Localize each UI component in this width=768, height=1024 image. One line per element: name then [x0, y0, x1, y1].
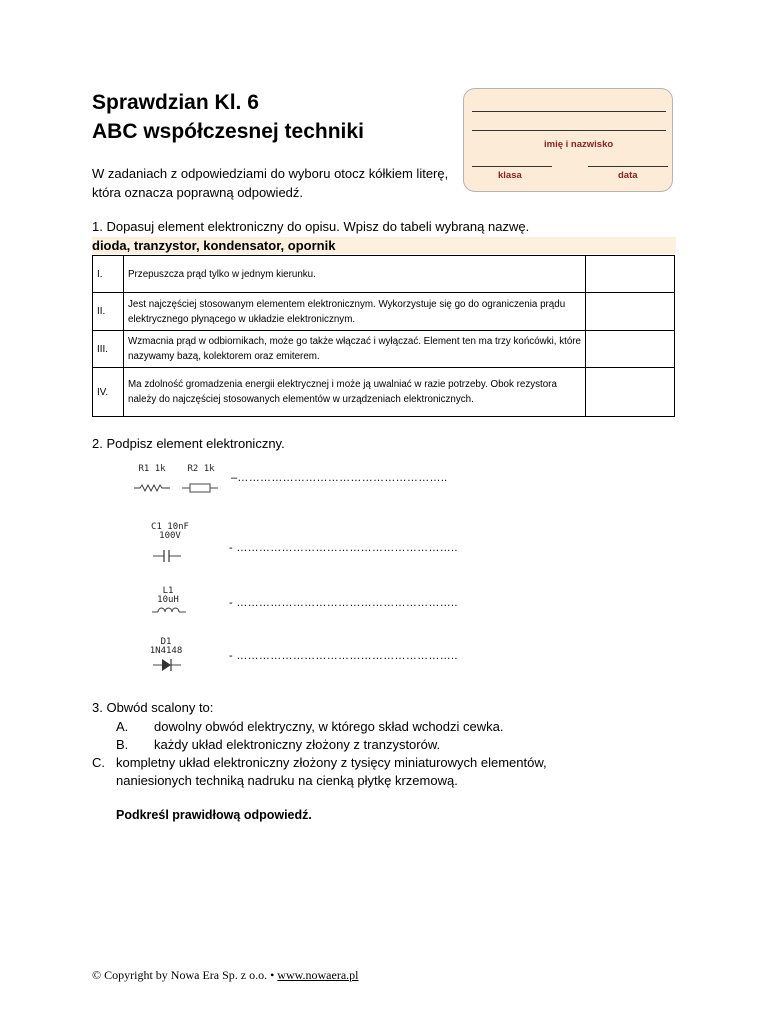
class-line[interactable]: [472, 166, 552, 167]
option-c[interactable]: [92, 754, 612, 788]
resistor-us-icon: [134, 484, 170, 492]
class-label: klasa: [498, 170, 522, 181]
option-letter: B.: [116, 737, 129, 752]
capacitor-icon: [153, 549, 181, 563]
answer-line-inductor[interactable]: - …………………………………………………..: [229, 597, 458, 609]
option-letter: C.: [92, 755, 105, 770]
publisher-link[interactable]: www.nowaera.pl: [277, 968, 359, 982]
capacitor-label: C1 10nF 100V: [151, 522, 189, 541]
answer-line-capacitor[interactable]: - …………………………………………………..: [229, 542, 458, 554]
date-label: data: [618, 170, 638, 181]
page-title: [92, 88, 364, 146]
option-letter: A.: [116, 719, 129, 734]
table-row: [93, 293, 675, 331]
copyright-text: © Copyright by Nowa Era Sp. z o.o. •: [92, 968, 275, 982]
task1-question: 1. Dopasuj element elektroniczny do opisu. Wpisz do tabeli wybraną nazwę.: [92, 219, 530, 234]
row-description: Wzmacnia prąd w odbiornikach, może go także włączać i wyłączać. Element ten ma trzy końcówki, które nazywamy bazą, kolektorem oraz emiterem.: [124, 331, 586, 368]
resistor-r2-label: R2 1k: [187, 464, 215, 474]
row-number: III.: [93, 331, 124, 368]
student-info-box: [463, 88, 673, 192]
option-text: kompletny układ elektroniczny złożony z tysięcy miniaturowych elementów, naniesionych techniką nadruku na cienką płytkę krzemową.: [116, 755, 547, 788]
row-description: Ma zdolność gromadzenia energii elektrycznej i może ją uwalniać w razie potrzeby. Obok rezystora należy do najczęściej stosowanych elementów w urządzeniach elektronicznych.: [124, 368, 586, 417]
task2-question: 2. Podpisz element elektroniczny.: [92, 436, 285, 451]
inductor-label: L1 10uH: [157, 586, 179, 605]
option-text: dowolny obwód elektryczny, w którego skład wchodzi cewka.: [154, 719, 504, 734]
task1-options: dioda, tranzystor, kondensator, opornik: [92, 237, 676, 254]
table-row: [93, 256, 675, 293]
date-line[interactable]: [588, 166, 668, 167]
row-number: IV.: [93, 368, 124, 417]
name-line-2[interactable]: [472, 130, 666, 131]
task3-note: Podkreśl prawidłową odpowiedź.: [116, 808, 312, 822]
option-a[interactable]: [116, 718, 504, 736]
table-row: [93, 331, 675, 368]
row-number: II.: [93, 293, 124, 331]
option-text: każdy układ elektroniczny złożony z tranzystorów.: [154, 737, 441, 752]
answer-cell[interactable]: [586, 256, 675, 293]
row-description: Jest najczęściej stosowanym elementem elektronicznym. Wykorzystuje się go do ograniczenia prądu elektrycznego płynącego w układzie elektronicznym.: [124, 293, 586, 331]
row-number: I.: [93, 256, 124, 293]
diode-icon: [153, 657, 181, 673]
title-line-2: ABC współczesnej techniki: [92, 120, 364, 143]
diode-label: D1 1N4148: [149, 637, 183, 656]
name-label: imię i nazwisko: [544, 139, 614, 150]
instruction-text: W zadaniach z odpowiedziami do wyboru otocz kółkiem literę, która oznacza poprawną odpowiedź.: [92, 166, 449, 200]
task3-question: 3. Obwód scalony to:: [92, 700, 214, 715]
title-line-1: Sprawdzian Kl. 6: [92, 91, 259, 114]
name-line-1[interactable]: [472, 111, 666, 112]
table-row: [93, 368, 675, 417]
answer-cell[interactable]: [586, 368, 675, 417]
row-description: Przepuszcza prąd tylko w jednym kierunku.: [124, 256, 586, 293]
resistor-r1-label: R1 1k: [138, 464, 166, 474]
answer-line-resistor[interactable]: –………………………………………………..: [231, 472, 448, 484]
resistor-eu-icon: [182, 483, 218, 493]
option-b[interactable]: [116, 736, 441, 754]
inductor-icon: [152, 604, 186, 614]
footer: [92, 968, 359, 983]
answer-cell[interactable]: [586, 331, 675, 368]
answer-line-diode[interactable]: - …………………………………………………..: [229, 650, 458, 662]
task1-table: [92, 255, 675, 417]
answer-cell[interactable]: [586, 293, 675, 331]
